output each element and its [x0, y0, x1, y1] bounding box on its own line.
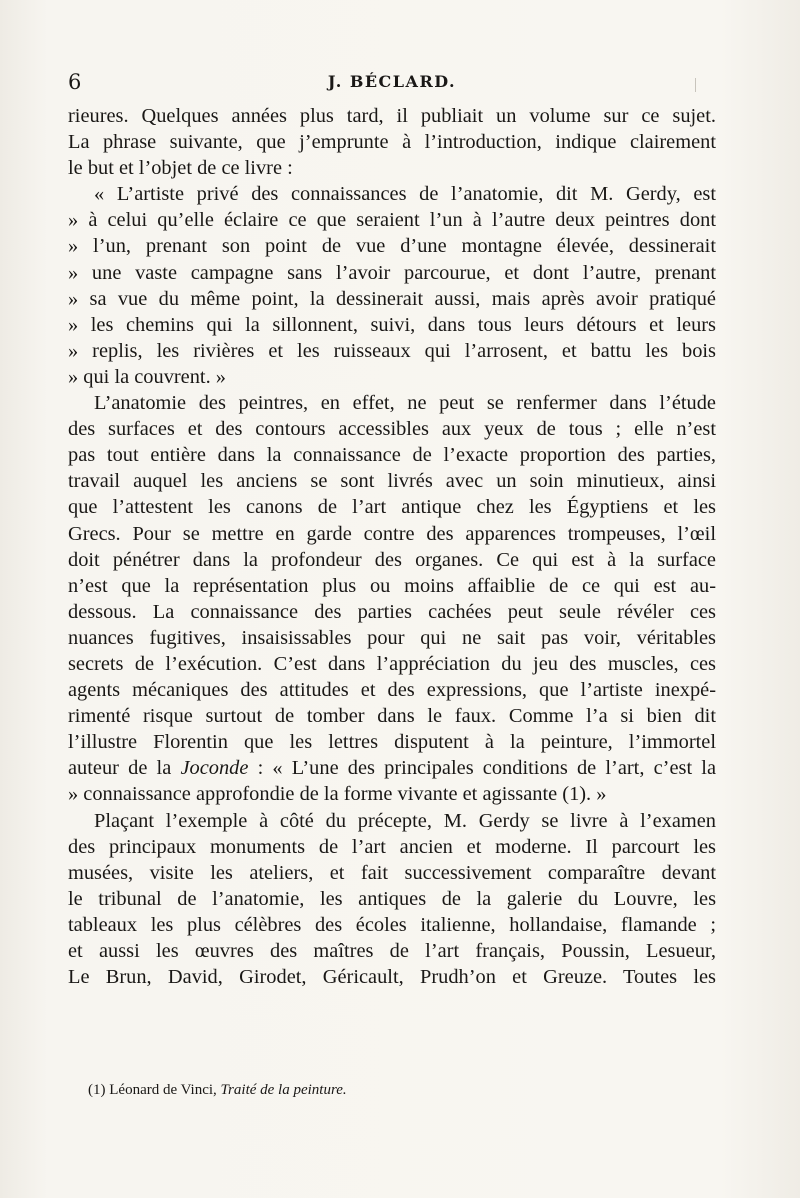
text-line: rimenté risque surtout de tomber dans le faux. Comme l’a si bien dit — [68, 705, 716, 728]
text-line: Grecs. Pour se mettre en garde contre des apparences trompeuses, l’œil — [68, 522, 716, 545]
text-line: dessous. La connaissance des parties cachées peut seule révéler ces — [68, 600, 716, 623]
text-line: travail auquel les anciens se sont livrés avec un soin minutieux, ainsi — [68, 470, 716, 493]
text-line: « L’artiste privé des connaissances de l’anatomie, dit M. Gerdy, est — [94, 183, 716, 206]
page-number: 6 — [68, 70, 82, 94]
text-line: Plaçant l’exemple à côté du précepte, M. Gerdy se livre à l’examen — [94, 809, 716, 832]
text-line: » sa vue du même point, la dessinerait aussi, mais après avoir pratiqué — [68, 287, 716, 310]
text-line: » replis, les rivières et les ruisseaux qui l’arrosent, et battu les bois — [68, 339, 716, 362]
text-line: et aussi les œuvres des maîtres de l’art français, Poussin, Lesueur, — [68, 940, 716, 962]
text-line: auteur de la Joconde : « L’une des principales conditions de l’art, c’est la — [68, 757, 716, 780]
text-line: des surfaces et des contours accessibles aux yeux de tous ; elle n’est — [68, 418, 716, 441]
text-line: rieures. Quelques années plus tard, il publiait un volume sur ce sujet. — [68, 105, 716, 127]
text-line: » qui la couvrent. » — [68, 365, 226, 388]
text-line: secrets de l’exécution. C’est dans l’appréciation du jeu des muscles, ces — [68, 652, 716, 675]
text-line: » connaissance approfondie de la forme vivante et agissante (1). » — [68, 783, 607, 806]
text-line: musées, visite les ateliers, et fait successivement comparaître devant — [68, 861, 716, 884]
text-line: nuances fugitives, insaisissables pour qui ne sait pas voir, véritables — [68, 626, 716, 649]
body-text — [68, 103, 716, 990]
text-line: que l’attestent les canons de l’art antique chez les Égyptiens et les — [68, 496, 716, 519]
text-line: l’illustre Florentin que les lettres disputent à la peinture, l’immortel — [68, 731, 716, 754]
text-line: n’est que la représentation plus ou moins affaiblie de ce qui est au- — [68, 574, 716, 597]
text-line: pas tout entière dans la connaissance de l’exacte proportion des parties, — [68, 444, 716, 467]
page-header — [68, 70, 716, 100]
text-line: » une vaste campagne sans l’avoir parcourue, et dont l’autre, prenant — [68, 261, 716, 284]
text-line: Le Brun, David, Girodet, Géricault, Prudh’on et Greuze. Toutes les — [68, 966, 716, 989]
text-line: L’anatomie des peintres, en effet, ne peut se renfermer dans l’étude — [94, 392, 716, 415]
text-line: » l’un, prenant son point de vue d’une montagne élevée, dessinerait — [68, 235, 716, 258]
footnote — [88, 1082, 347, 1099]
text-line: le but et l’objet de ce livre : — [68, 157, 293, 180]
text-line: des principaux monuments de l’art ancien et moderne. Il parcourt les — [68, 835, 716, 858]
footnote-marker: (1) — [88, 1082, 106, 1098]
text-line: doit pénétrer dans la profondeur des organes. Ce qui est à la surface — [68, 548, 716, 571]
text-line: » à celui qu’elle éclaire ce que seraient l’un à l’autre deux peintres dont — [68, 209, 716, 232]
footnote-title: Traité de la peinture. — [220, 1082, 347, 1098]
text-line: » les chemins qui la sillonnent, suivi, dans tous leurs détours et leurs — [68, 313, 716, 336]
footnote-author: Léonard de Vinci, — [109, 1082, 217, 1098]
text-line: agents mécaniques des attitudes et des expressions, que l’artiste inexpé- — [68, 679, 716, 702]
text-line: tableaux les plus célèbres des écoles italienne, hollandaise, flamande ; — [68, 913, 716, 936]
running-head: J. BÉCLARD. — [327, 72, 457, 91]
text-line: le tribunal de l’anatomie, les antiques de la galerie du Louvre, les — [68, 887, 716, 910]
text-line: La phrase suivante, que j’emprunte à l’introduction, indique clairement — [68, 131, 716, 154]
margin-mark — [695, 78, 696, 92]
